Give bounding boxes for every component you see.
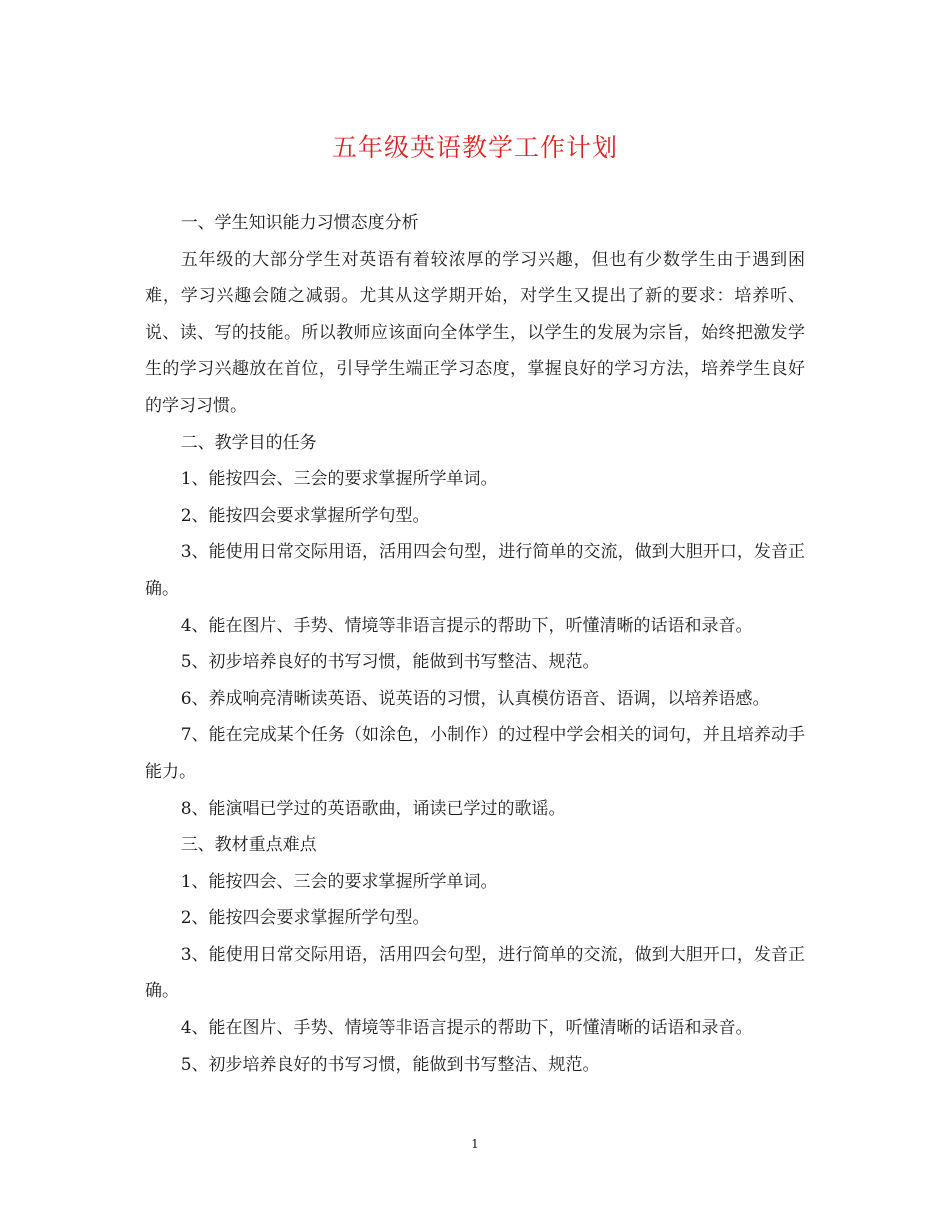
page-title: 五年级英语教学工作计划	[331, 133, 618, 162]
list-item: 5、初步培养良好的书写习惯，能做到书写整洁、规范。	[180, 652, 600, 673]
body-paragraph: 五年级的大部分学生对英语有着较浓厚的学习兴趣，但也有少数学生由于遇到困难，学习兴趣会随之减弱。尤其从这学期开始，对学生又提出了新的要求：培养听、说、读、写的技能。所以教师应该面向全体学生，以学生的发展为宗旨，始终把激发学生的学习兴趣放在首位，引导学生端正学习态度，掌握良好的学习方法，培养学生良好的学习习惯。	[145, 249, 805, 416]
section-heading-3: 三、教材重点难点	[180, 835, 317, 856]
list-item: 5、初步培养良好的书写习惯，能做到书写整洁、规范。	[180, 1054, 600, 1075]
page-number: 1	[471, 1137, 479, 1151]
list-item: 4、能在图片、手势、情境等非语言提示的帮助下，听懂清晰的话语和录音。	[180, 615, 753, 636]
section-heading-2: 二、教学目的任务	[180, 432, 317, 453]
list-item: 3、能使用日常交际用语，活用四会句型，进行简单的交流，做到大胆开口，发音正确。	[145, 944, 805, 1002]
list-item: 6、养成响亮清晰读英语、说英语的习惯，认真模仿语音、语调，以培养语感。	[180, 688, 770, 709]
list-item: 4、能在图片、手势、情境等非语言提示的帮助下，听懂清晰的话语和录音。	[180, 1018, 753, 1039]
list-item: 3、能使用日常交际用语，活用四会句型，进行简单的交流，做到大胆开口，发音正确。	[145, 542, 805, 599]
list-item: 8、能演唱已学过的英语歌曲，诵读已学过的歌谣。	[180, 798, 566, 819]
list-item: 7、能在完成某个任务（如涂色，小制作）的过程中学会相关的词句，并且培养动手能力。	[145, 725, 805, 782]
section-heading-1: 一、学生知识能力习惯态度分析	[180, 213, 419, 233]
list-item: 2、能按四会要求掌握所学句型。	[180, 908, 430, 929]
document-body	[145, 205, 805, 1083]
list-item: 1、能按四会、三会的要求掌握所学单词。	[180, 871, 498, 892]
list-item: 2、能按四会要求掌握所学句型。	[180, 505, 430, 526]
list-item: 1、能按四会、三会的要求掌握所学单词。	[180, 469, 498, 490]
